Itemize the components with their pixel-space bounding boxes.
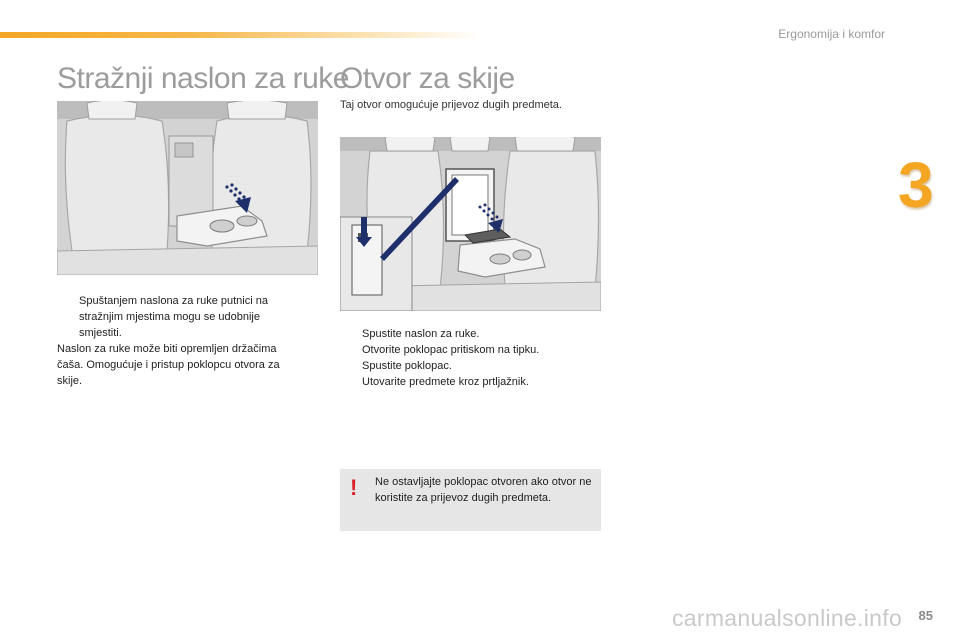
armrest-illustration: [57, 101, 318, 275]
section-title: Ergonomija i komfor: [778, 27, 885, 41]
ski-hatch-steps: [340, 326, 600, 390]
exclamation-icon: !: [350, 475, 358, 500]
list-item: Spustite poklopac.: [362, 360, 452, 372]
list-item: Spustite naslon za ruke.: [362, 328, 480, 340]
chapter-number: 3: [898, 149, 934, 221]
armrest-title: Stražnji naslon za ruke: [57, 62, 349, 95]
list-item: Spuštanjem naslona za ruke putnici na stražnjim mjestima mogu se udobnije smjestiti.: [79, 295, 268, 339]
page-number: 85: [918, 608, 933, 623]
ski-hatch-illustration: [340, 137, 601, 311]
watermark: carmanualsonline.info: [672, 605, 903, 631]
ski-hatch-intro: Taj otvor omogućuje prijevoz dugih predmeta.: [340, 99, 562, 111]
header-accent-bar: [0, 32, 480, 38]
list-item: Utovarite predmete kroz prtljažnik.: [362, 376, 529, 388]
ski-hatch-title: Otvor za skije: [340, 62, 515, 95]
warning-text: Ne ostavljajte poklopac otvoren ako otvor ne koristite za prijevoz dugih predmeta.: [375, 476, 592, 504]
warning-box: [340, 469, 601, 531]
list-item: Otvorite poklopac pritiskom na tipku.: [362, 344, 540, 356]
armrest-paragraph: Naslon za ruke može biti opremljen držačima čaša. Omogućuje i pristup poklopcu otvora za skije.: [57, 343, 280, 387]
armrest-text: [57, 293, 302, 389]
